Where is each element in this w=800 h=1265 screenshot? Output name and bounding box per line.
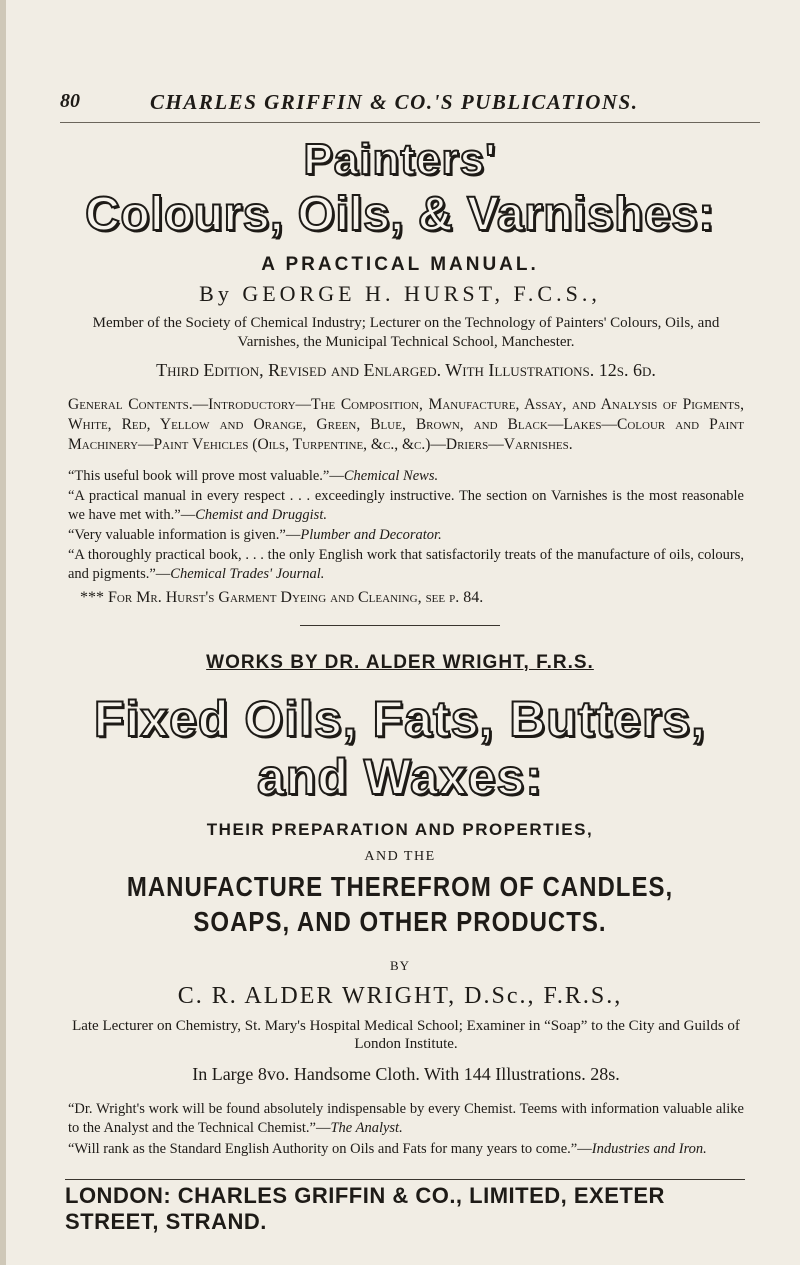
review-text: “Will rank as the Standard English Authority on Oils and Fats for many years to come.”—: [68, 1141, 592, 1157]
review-source: The Analyst.: [330, 1119, 403, 1136]
book2-review-2: [68, 1140, 744, 1159]
book2-review-1: [68, 1100, 744, 1137]
imprint: LONDON: CHARLES GRIFFIN & CO., LIMITED, EXETER STREET, STRAND.: [65, 1183, 665, 1234]
running-head: CHARLES GRIFFIN & CO.'S PUBLICATIONS.: [150, 90, 639, 114]
book2-author: C. R. ALDER WRIGHT, D.Sc., F.R.S.,: [177, 983, 623, 1009]
book1-subtitle: A PRACTICAL MANUAL.: [261, 254, 539, 275]
page-number: 80: [60, 90, 80, 112]
book2-subtitle-1: THEIR PREPARATION AND PROPERTIES,: [206, 820, 594, 839]
book1-title-line2: Colours, Oils, & Varnishes:: [85, 188, 715, 241]
review-text: “Dr. Wright's work will be found absolutely indispensable by every Chemist. Teems with information valuable alike to the Analyst and the Technical Chemist.”—: [68, 1101, 744, 1136]
book1-review-2: [68, 487, 744, 524]
book2-subtitle-3: MANUFACTURE THEREFROM OF CANDLES,: [126, 871, 674, 903]
book1-note: *** For Mr. Hurst's Garment Dyeing and Cleaning, see p. 84.: [80, 589, 484, 606]
book2-section-heading: WORKS BY DR. ALDER WRIGHT, F.R.S.: [206, 652, 594, 673]
book2-title-line1: Fixed Oils, Fats, Butters,: [93, 691, 707, 747]
divider: [300, 625, 500, 626]
review-text: “A practical manual in every respect . . . exceedingly instructive. The section on Varnishes is the most reasonable we have met with.”—: [68, 488, 744, 523]
book2-title-line2: and Waxes:: [256, 749, 543, 805]
footer-rule: [65, 1179, 745, 1180]
review-source: Industries and Iron.: [591, 1141, 707, 1157]
book2-affiliation: Late Lecturer on Chemistry, St. Mary's Hospital Medical School; Examiner in “Soap” to the City and Guilds of London Institute.: [72, 1018, 740, 1052]
review-text: “Very valuable information is given.”—: [68, 527, 301, 543]
book1-review-3: [68, 526, 744, 545]
running-header: [60, 90, 760, 120]
review-source: Chemist and Druggist.: [195, 506, 327, 523]
book2-subtitle-4: SOAPS, AND OTHER PRODUCTS.: [193, 906, 607, 938]
book2-by: BY: [389, 958, 411, 973]
book1-title-line1: Painters': [303, 135, 497, 184]
book2-format: In Large 8vo. Handsome Cloth. With 144 Illustrations. 28s.: [192, 1064, 620, 1084]
book1-review-1: [68, 467, 744, 486]
review-text: “This useful book will prove most valuable.”—: [68, 468, 344, 484]
book1-byline: By GEORGE H. HURST, F.C.S.,: [199, 281, 601, 306]
review-source: Chemical Trades' Journal.: [170, 565, 325, 582]
book1-affiliation: Member of the Society of Chemical Industry; Lecturer on the Technology of Painters' Colours, Oils, and Varnishes, the Municipal Technical School, Manchester.: [92, 315, 720, 350]
book2-subtitle-2: AND THE: [364, 849, 436, 864]
book1-contents: General Contents.—Introductory—The Composition, Manufacture, Assay, and Analysis of Pigments, White, Red, Yellow and Orange, Green, Blue, Brown, and Black—Lakes—Colour and Paint Machinery—Paint Vehicles (Oils, Turpentine, &c., &c.)—Driers—Varnishes.: [68, 396, 744, 453]
review-source: Plumber and Decorator.: [300, 527, 442, 543]
header-rule: [60, 122, 760, 123]
book1-review-4: [68, 546, 744, 583]
review-text: “A thoroughly practical book, . . . the only English work that satisfactorily treats of the manufacture of oils, colours, and pigments.”—: [68, 547, 744, 582]
book1-edition: Third Edition, Revised and Enlarged. With Illustrations. 12s. 6d.: [156, 360, 656, 380]
review-source: Chemical News.: [343, 468, 439, 484]
